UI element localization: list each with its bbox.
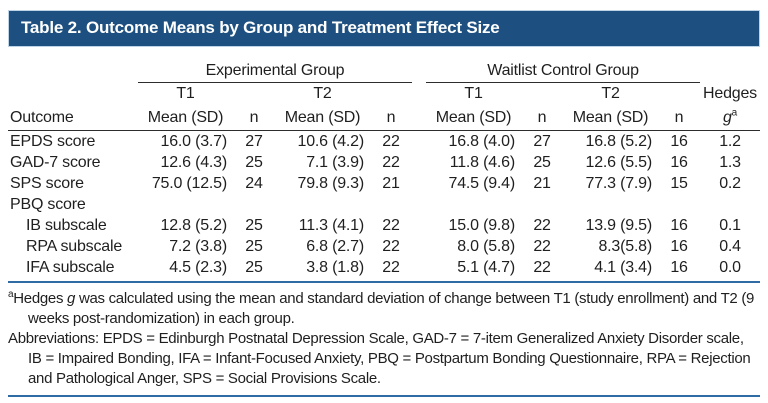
outcome-header: Outcome — [8, 104, 138, 131]
wl-t1-mean-header: Mean (SD) — [426, 104, 521, 131]
cell-value: 8.3(5.8) — [598, 238, 653, 255]
cell-value: 0.4 — [719, 238, 741, 255]
cell-value: 22 — [382, 133, 400, 150]
cell-value: 11.3 (4.1) — [298, 217, 364, 234]
measure-header-row — [8, 104, 760, 131]
cell-value — [233, 194, 275, 215]
cell-value: 16.8 (5.2) — [585, 133, 653, 150]
cell-value: 13.9 (9.5) — [585, 217, 653, 234]
cell-value — [700, 194, 760, 215]
cell-value: 16.0 (3.7) — [160, 133, 227, 150]
cell-value — [658, 194, 700, 215]
cell-value: 27 — [245, 133, 263, 150]
cell-value: 22 — [370, 257, 412, 282]
cell-value: 25 — [245, 154, 263, 171]
exp-t1-mean-header: Mean (SD) — [138, 104, 233, 131]
row-outcome-label: RPA subscale — [26, 238, 123, 255]
wl-t2-n-header: n — [658, 104, 700, 131]
cell-value: 12.6 (5.5) — [585, 154, 653, 171]
cell-value — [563, 194, 658, 215]
table-title-bar — [8, 10, 760, 47]
table-row-ib — [8, 215, 760, 236]
cell-value: 22 — [521, 257, 563, 282]
wl-t2-mean-header: Mean (SD) — [563, 104, 658, 131]
cell-value: 4.5 (2.3) — [138, 257, 233, 282]
cell-value: 22 — [533, 217, 551, 234]
cell-value — [370, 194, 412, 215]
exp-t2-label: T2 — [313, 85, 332, 102]
cell-value: 1.3 — [719, 154, 741, 171]
row-outcome-label: IFA subscale — [8, 257, 138, 282]
table-title: Table 2. Outcome Means by Group and Treatment Effect Size — [21, 18, 500, 37]
exp-t1-n-header: n — [233, 104, 275, 131]
cell-value: 0.1 — [719, 217, 741, 234]
exp-t2-mean-header: Mean (SD) — [275, 104, 370, 131]
cell-value: 0.0 — [700, 257, 760, 282]
cell-value: 22 — [382, 238, 400, 255]
cell-value: 22 — [382, 154, 400, 171]
wl-t1-label: T1 — [464, 85, 483, 102]
cell-value: 22 — [533, 238, 551, 255]
cell-value: 21 — [382, 175, 400, 192]
footnotes — [8, 289, 760, 397]
cell-value: 12.8 (5.2) — [160, 217, 227, 234]
footnote-a-marker: a — [8, 289, 14, 300]
cell-value: 22 — [382, 217, 400, 234]
table-row-rpa — [8, 236, 760, 257]
cell-value: 7.1 (3.9) — [306, 154, 364, 171]
wl-t1-n-header: n — [521, 104, 563, 131]
cell-value: 24 — [245, 175, 263, 192]
cell-value: 16 — [670, 238, 688, 255]
table-row-pbq — [8, 194, 760, 215]
cell-value: 1.2 — [719, 133, 741, 150]
cell-value: 3.8 (1.8) — [275, 257, 370, 282]
experimental-group-header — [138, 59, 412, 83]
cell-value: 16 — [658, 257, 700, 282]
row-outcome-label: EPDS score — [10, 133, 96, 150]
footnote-abbreviations: Abbreviations: EPDS = Edinburgh Postnatal Depression Scale, GAD-7 = 7-item Generalized Anxiety Disorder scale, IB = Impaired Bonding, IFA = Infant-Focused Anxiety, PBQ = Postpartum Bonding Questionnaire, RPA = Rejection and Pathological Anger, SPS = Social Provisions Scale. — [8, 330, 751, 387]
cell-value: 4.1 (3.4) — [563, 257, 658, 282]
cell-value: 12.6 (4.3) — [160, 154, 227, 171]
cell-value — [138, 194, 233, 215]
cell-value: 25 — [533, 154, 551, 171]
time-header-row — [8, 83, 760, 104]
group-header-row — [8, 59, 760, 83]
cell-value: 10.6 (4.2) — [297, 133, 364, 150]
row-outcome-label: IB subscale — [26, 217, 107, 234]
cell-value: 15.0 (9.8) — [448, 217, 516, 234]
row-outcome-label: PBQ score — [10, 196, 86, 213]
cell-value — [521, 194, 563, 215]
cell-value: 25 — [245, 238, 263, 255]
cell-value: 25 — [245, 217, 263, 234]
cell-value: 27 — [533, 133, 551, 150]
waitlist-group-label: Waitlist Control Group — [426, 60, 700, 83]
outcome-means-table — [8, 59, 760, 283]
cell-value: 8.0 (5.8) — [457, 238, 516, 255]
hedges-label: Hedges — [703, 85, 757, 102]
cell-value: 75.0 (12.5) — [151, 175, 227, 192]
cell-value: 21 — [533, 175, 551, 192]
cell-value: 16.8 (4.0) — [448, 133, 516, 150]
row-outcome-label: SPS score — [10, 175, 84, 192]
cell-value: 25 — [233, 257, 275, 282]
exp-t2-n-header: n — [370, 104, 412, 131]
footnote-a: $^a$Hedges g was calculated using the mean and standard deviation of change between T1 (study enrollment) and T2 (9 weeks post-randomization) in each group. — [8, 289, 755, 327]
experimental-group-label: Experimental Group — [138, 60, 412, 83]
cell-value: 77.3 (7.9) — [585, 175, 653, 192]
hedges-footnote-marker: a — [731, 107, 738, 119]
cell-value: 0.2 — [719, 175, 741, 192]
cell-value: 6.8 (2.7) — [306, 238, 364, 255]
table-row-epds — [8, 131, 760, 153]
cell-value: 5.1 (4.7) — [426, 257, 521, 282]
cell-value: 16 — [670, 217, 688, 234]
table-row-gad7 — [8, 152, 760, 173]
table-row-ifa — [8, 257, 760, 282]
cell-value: 16 — [670, 133, 688, 150]
cell-value — [275, 194, 370, 215]
cell-value: 11.8 (4.6) — [449, 154, 516, 171]
cell-value: 16 — [670, 154, 688, 171]
table-row-sps — [8, 173, 760, 194]
cell-value: 15 — [670, 175, 688, 192]
cell-value: 79.8 (9.3) — [297, 175, 364, 192]
cell-value: 7.2 (3.8) — [169, 238, 227, 255]
wl-t2-label: T2 — [601, 85, 620, 102]
cell-value: 74.5 (9.4) — [448, 175, 516, 192]
row-outcome-label: GAD-7 score — [10, 154, 101, 171]
cell-value — [426, 194, 521, 215]
hedges-g-header: $g^a$ — [700, 104, 760, 131]
exp-t1-label: T1 — [176, 85, 195, 102]
waitlist-group-header — [426, 59, 700, 83]
